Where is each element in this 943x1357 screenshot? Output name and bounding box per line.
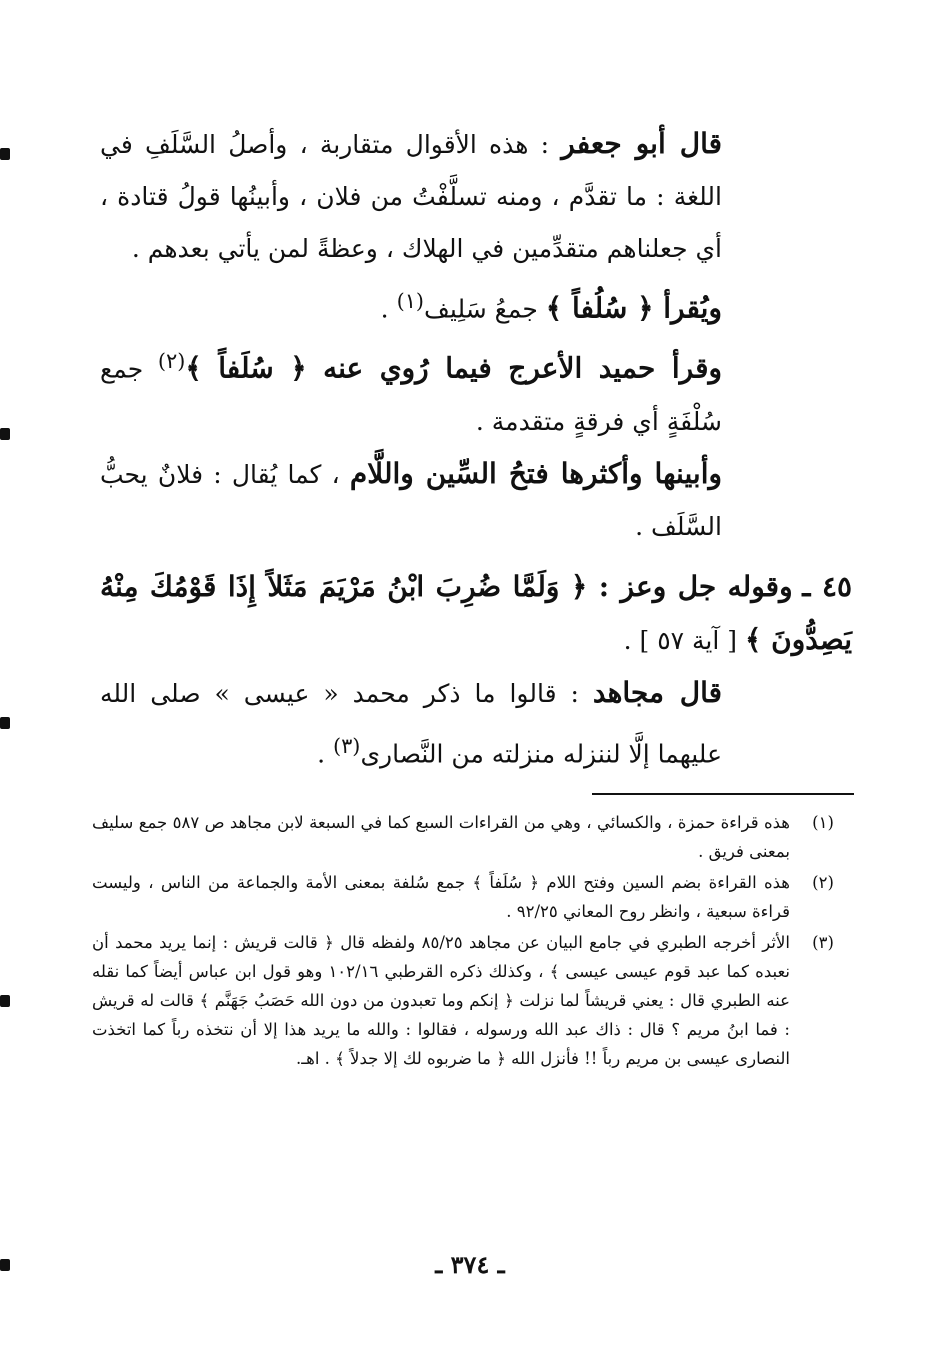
- speaker-name: قال أبو جعفر: [561, 127, 722, 160]
- footnote-ref: (٣): [332, 733, 361, 758]
- paragraph-reading-sulufan: [100, 275, 852, 335]
- paragraph-text: : قالوا ما ذكر محمد « عيسى » صلى الله عليهما إلَّا لننزله منزلته من النَّصارى: [100, 678, 722, 768]
- paragraph-tail: .: [380, 294, 397, 324]
- paragraph-abu-jafar: [100, 118, 852, 275]
- reading-lead: وأبينها وأكثرها فتحُ السِّين واللَّام: [349, 456, 722, 490]
- reading-lead: ويُقرأ ﴿ سُلُفاً ﴾: [545, 291, 722, 325]
- reading-lead: وقرأ حميد الأعرج فيما رُوي عنه ﴿ سُلَفاً ﴾: [185, 351, 722, 385]
- paragraph-best-reading: [100, 448, 852, 553]
- footnote-2: [92, 868, 848, 926]
- footnote-text: هذه قراءة حمزة ، والكسائي ، وهي من القراءات السبع كما في السبعة لابن مجاهد ص ٥٨٧ جمع سليف بمعنى فريق .: [92, 813, 791, 861]
- scan-edge-mark: [0, 1259, 10, 1271]
- scan-edge-mark: [0, 428, 10, 440]
- paragraph-text: جمعُ سَلِيف: [424, 294, 546, 324]
- footnote-1: [92, 808, 848, 866]
- verse-number: ٤٥ ـ: [802, 569, 853, 603]
- footnote-ref: (١): [396, 289, 425, 313]
- paragraph-text: جمع سُلْفَةٍ أي فرقةٍ متقدمة .: [100, 354, 722, 436]
- footnote-3: [92, 928, 848, 1073]
- speaker-name: قال مجاهد: [592, 675, 723, 709]
- footnote-number: (٢): [812, 873, 834, 892]
- footnote-text: هذه القراءة بضم السين وفتح اللام ﴿ سُلَفاً ﴾ جمع سُلفة بمعنى الأمة والجماعة من الناس ، وليست قراءة سبعية ، وانظر روح المعاني ٩٢/٢٥ .: [92, 873, 790, 921]
- paragraph-mujahid: [100, 667, 852, 780]
- verse-heading: [100, 561, 852, 667]
- paragraph-tail: .: [317, 738, 333, 768]
- page-number: ـ ٣٧٤ ـ: [435, 1250, 505, 1279]
- footnote-text: الأثر أخرجه الطبري في جامع البيان عن مجاهد ٨٥/٢٥ ولفظه قال ﴿ قالت قريش : إنما يريد محمد أن نعبده كما عبد قوم عيسى عيسى ﴾ ، وكذلك ذكره القرطبي ١٠٢/١٦ وهو قول ابن عباس أيضاً كما نقله عنه الطبري قال : يعني قريشاً لما نزلت ﴿ إنكم وما تعبدون من دون الله حَصَبُ جَهَنَّم ﴾ قالت له قريش : فما ابنُ مريم ؟ قال : ذاك عبد الله ورسوله ، فقالوا : والله ما يريد هذا إلا أن نتخذه رباً كما اتخذت النصارى عيسى بن مريم رباً !! فأنزل الله ﴿ ما ضربوه لك إلا جدلاً ﴾ . اهـ.: [92, 933, 791, 1068]
- paragraph-text: ، كما يُقال : فلانٌ يحبُّ السَّلَف .: [100, 459, 722, 541]
- paragraph-reading-humaid: [100, 335, 852, 447]
- paragraph-text: : هذه الأقوال متقاربة ، وأصلُ السَّلَفِ في اللغة : ما تقدَّم ، ومنه تسلَّفْتُ من فلان ، وأبينُها قولُ قتادة ، أي جعلناهم متقدِّمين في الهلاك ، وعظةً لمن يأتي بعدهم .: [100, 130, 722, 263]
- ayah-reference: [ آية ٥٧ ] .: [623, 625, 745, 655]
- footnote-separator: [592, 793, 854, 795]
- scan-edge-mark: [0, 995, 10, 1007]
- scan-edge-mark: [0, 148, 10, 160]
- footnotes: [92, 808, 848, 1075]
- footnote-number: (٣): [812, 933, 834, 952]
- footnote-number: (١): [812, 813, 834, 832]
- main-text: [100, 118, 852, 780]
- footnote-ref: (٢): [157, 349, 186, 374]
- verse-text: وقوله جل وعز : ﴿ وَلَمَّا ضُرِبَ ابْنُ مَرْيَمَ مَثَلاً إِذَا قَوْمُكَ مِنْهُ يَصِدُّونَ ﴾: [100, 569, 852, 656]
- scan-edge-mark: [0, 717, 10, 729]
